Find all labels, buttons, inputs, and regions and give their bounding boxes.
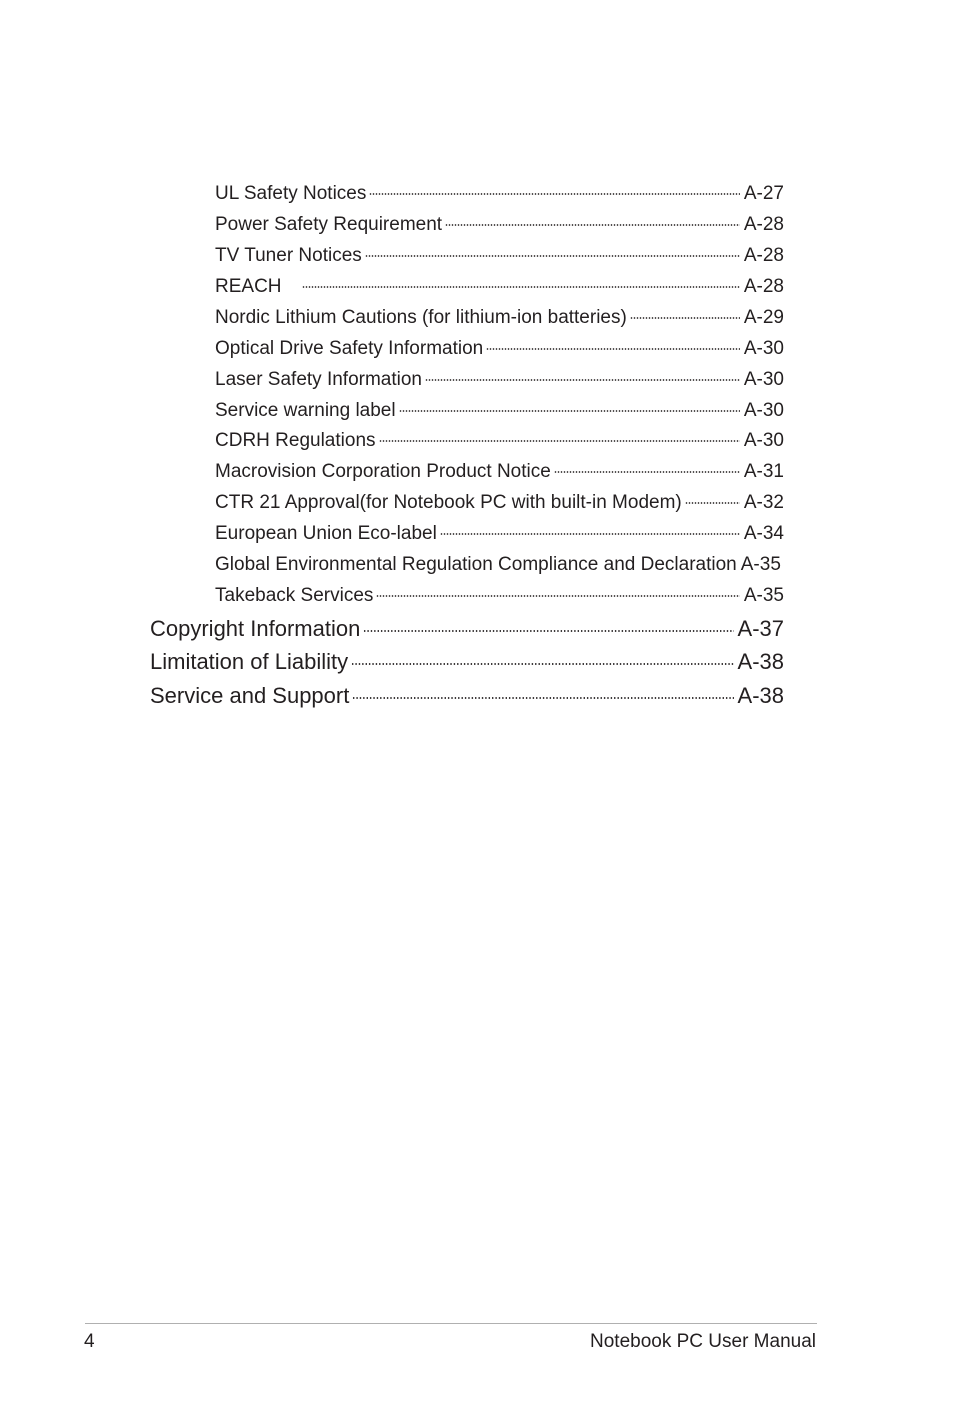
toc-entry-macrovision-notice[interactable] — [215, 461, 784, 487]
footer-page-number: 4 — [84, 1331, 95, 1352]
toc-entry-page: A-29 — [743, 307, 784, 328]
toc-entry-page: A-30 — [743, 430, 784, 451]
dot-leader — [302, 286, 740, 288]
dot-leader — [425, 379, 740, 381]
toc-entry-nordic-lithium-cautions[interactable] — [215, 307, 784, 333]
toc-entry-optical-drive-safety[interactable] — [215, 338, 784, 364]
toc-entry-service-and-support[interactable] — [150, 683, 784, 713]
toc-entry-title: Power Safety Requirement — [215, 214, 443, 235]
dot-leader — [445, 224, 740, 226]
toc-entry-eu-eco-label[interactable] — [215, 523, 784, 549]
toc-entry-title: Service warning label — [215, 400, 396, 421]
toc-entry-page: A-30 — [743, 400, 784, 421]
toc-entry-title: Global Environmental Regulation Compliance and Declaration — [215, 554, 737, 575]
toc-entry-title: European Union Eco-label — [215, 523, 437, 544]
toc-entry-page: A-34 — [743, 523, 784, 544]
toc-entry-page: A-28 — [743, 276, 784, 297]
toc-entry-title: CTR 21 Approval(for Notebook PC with built-in Modem) — [215, 492, 682, 513]
dot-leader — [486, 348, 740, 350]
toc-entry-ul-safety-notices[interactable] — [215, 183, 784, 209]
toc-entry-global-environmental-regulation[interactable] — [215, 554, 781, 580]
toc-entry-title: Service and Support — [150, 683, 350, 708]
toc-entry-page: A-38 — [737, 683, 784, 708]
dot-leader — [363, 630, 733, 632]
toc-entry-page: A-27 — [743, 183, 784, 204]
dot-leader — [369, 193, 739, 195]
toc-entry-title: Takeback Services — [215, 585, 374, 606]
toc-entry-title: Nordic Lithium Cautions (for lithium-ion batteries) — [215, 307, 627, 328]
toc-entry-takeback-services[interactable] — [215, 585, 784, 611]
dot-leader — [352, 697, 733, 699]
toc-entry-page: A-30 — [743, 369, 784, 390]
toc-entry-title: Laser Safety Information — [215, 369, 422, 390]
toc-entry-page: A-31 — [743, 461, 784, 482]
toc-entry-title: Copyright Information — [150, 616, 361, 641]
dot-leader — [685, 502, 740, 504]
dot-leader — [630, 317, 740, 319]
toc-entry-page: A-37 — [737, 616, 784, 641]
footer-divider — [85, 1323, 817, 1324]
toc-entry-copyright-information[interactable] — [150, 616, 784, 646]
toc-entry-tv-tuner-notices[interactable] — [215, 245, 784, 271]
toc-entry-ctr21-approval[interactable] — [215, 492, 784, 518]
toc-entry-page: A-30 — [743, 338, 784, 359]
toc-entry-limitation-of-liability[interactable] — [150, 649, 784, 679]
toc-entry-page: A-28 — [743, 245, 784, 266]
dot-leader — [351, 663, 733, 665]
toc-entry-title: Optical Drive Safety Information — [215, 338, 484, 359]
toc-entry-laser-safety[interactable] — [215, 369, 784, 395]
toc-entry-reach[interactable] — [215, 276, 784, 302]
toc-entry-page: A-28 — [743, 214, 784, 235]
dot-leader — [365, 255, 740, 257]
toc-entry-page: A-35 — [743, 585, 784, 606]
dot-leader — [440, 533, 740, 535]
toc-entry-title: Macrovision Corporation Product Notice — [215, 461, 551, 482]
toc-entry-page: A-38 — [737, 649, 784, 674]
dot-leader — [554, 471, 740, 473]
toc-entry-page: A-35 — [740, 554, 781, 575]
toc-entry-title: TV Tuner Notices — [215, 245, 362, 266]
footer-manual-title: Notebook PC User Manual — [590, 1331, 816, 1352]
dot-leader — [376, 595, 739, 597]
toc-entry-power-safety-requirement[interactable] — [215, 214, 784, 240]
toc-entry-title: Limitation of Liability — [150, 649, 349, 674]
dot-leader — [399, 410, 740, 412]
dot-leader — [379, 440, 740, 442]
toc-entry-title: UL Safety Notices — [215, 183, 367, 204]
toc-entry-title: REACH — [215, 276, 282, 297]
toc-entry-page: A-32 — [743, 492, 784, 513]
toc-entry-cdrh-regulations[interactable] — [215, 430, 784, 456]
toc-entry-title: CDRH Regulations — [215, 430, 376, 451]
toc-entry-service-warning-label[interactable] — [215, 400, 784, 426]
